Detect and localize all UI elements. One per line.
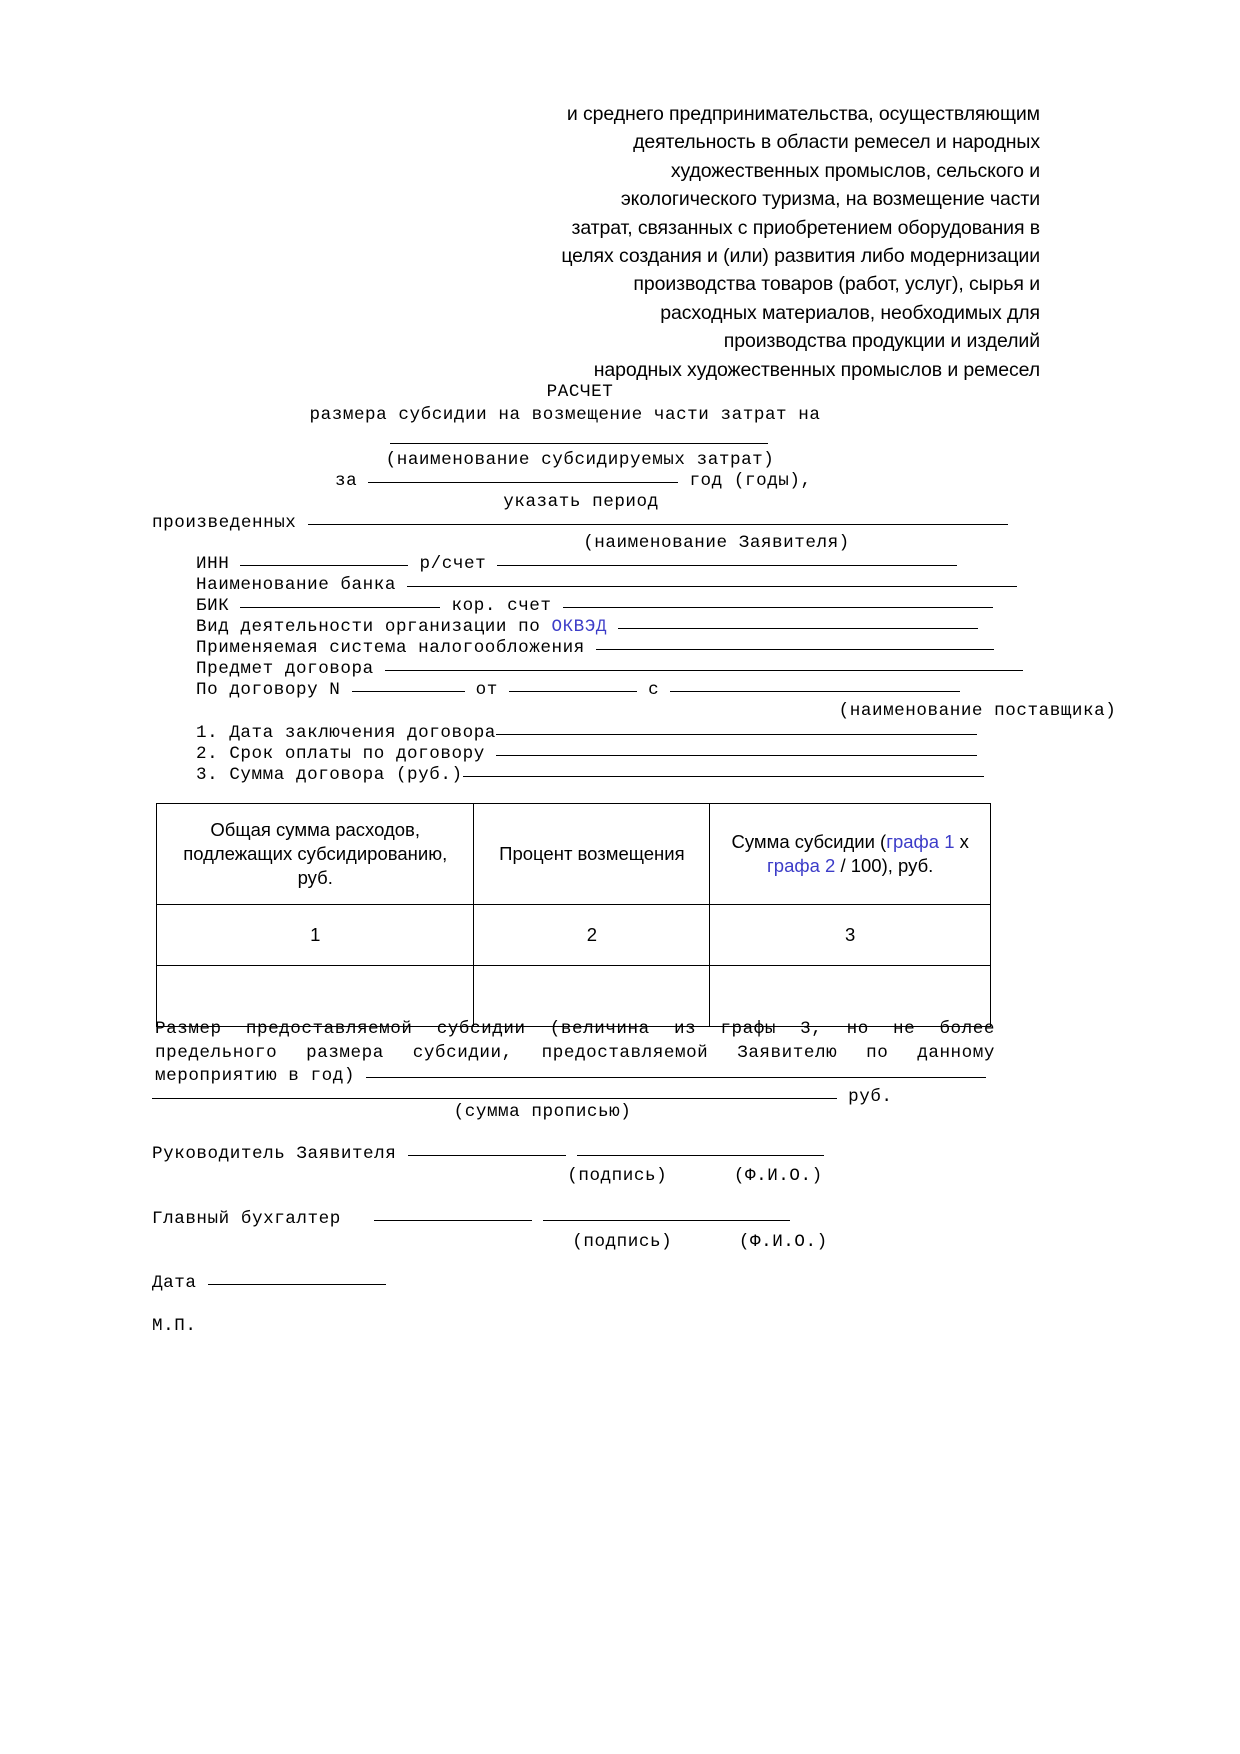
sum-in-words-blank-rule[interactable] [152, 1098, 837, 1099]
field-inn-row [196, 553, 957, 577]
field-okved-row [196, 616, 978, 640]
date-blank-rule[interactable] [208, 1284, 386, 1285]
blank-rule[interactable] [390, 443, 768, 444]
header-line: и среднего предпринимательства, осуществляющим [566, 103, 1040, 125]
field-contract-conclusion-date-row [196, 722, 977, 746]
contract-subject-label: Предмет договора [196, 659, 374, 679]
rschet-blank-rule[interactable] [497, 565, 957, 566]
date-label: Дата [152, 1273, 197, 1293]
okved-link[interactable]: ОКВЭД [551, 617, 608, 637]
document-header-block [555, 100, 1040, 384]
inn-blank-rule[interactable] [240, 565, 408, 566]
measure-label: мероприятию в год) [155, 1066, 355, 1086]
contract-supplier-blank-rule[interactable] [670, 691, 960, 692]
caption-supplier-name: (наименование поставщика) [838, 701, 1117, 721]
caption-signature: (подпись) [567, 1166, 668, 1186]
item-1-blank-rule[interactable] [496, 734, 977, 735]
rschet-label: р/счет [419, 554, 487, 574]
period-blank-rule[interactable] [368, 482, 678, 483]
grafa-2-link[interactable]: графа 2 [767, 855, 836, 876]
contract-no-blank-rule[interactable] [352, 691, 465, 692]
table-header-reimbursement-percent: Процент возмещения [474, 804, 710, 905]
table-header-total-expenses: Общая сумма расходов, подлежащих субсидированию, руб. [157, 804, 474, 905]
subsidy-formula-mid: х [954, 831, 969, 852]
table-column-numbers-row [157, 905, 991, 966]
head-fio-blank-rule[interactable] [577, 1155, 824, 1156]
accountant-fio-blank-rule[interactable] [543, 1220, 790, 1221]
head-signature-blank-rule[interactable] [408, 1155, 566, 1156]
field-payment-term-row [196, 743, 977, 767]
tax-system-label: Применяемая система налогообложения [196, 638, 585, 658]
field-contract-subject-row [196, 658, 1023, 682]
okved-blank-rule[interactable] [618, 628, 978, 629]
document-title: РАСЧЕТ [546, 382, 614, 402]
field-tax-system-row [196, 637, 994, 661]
document-subtitle: размера субсидии на возмещение части затрат на [309, 405, 821, 425]
contract-subject-blank-rule[interactable] [385, 670, 1023, 671]
header-line: затрат, связанных с приобретением оборудования в [571, 216, 1040, 239]
item-3-label: 3. Сумма договора (руб.) [196, 765, 463, 785]
head-captions-row [0, 1165, 1240, 1189]
accountant-signature-row [152, 1208, 790, 1232]
item-1-label: 1. Дата заключения договора [196, 723, 496, 743]
caption-fio: (Ф.И.О.) [733, 1166, 823, 1186]
inn-label: ИНН [196, 554, 230, 574]
head-label: Руководитель Заявителя [152, 1144, 397, 1164]
header-line: деятельность в области ремесел и народных [633, 131, 1040, 154]
bik-label: БИК [196, 596, 230, 616]
field-contract-amount-row [196, 764, 984, 788]
subsidy-formula-suffix: / 100), руб. [835, 855, 934, 876]
field-bank-name-row [196, 574, 1017, 598]
head-signature-row [152, 1143, 824, 1167]
table-header-subsidy-amount [710, 804, 991, 905]
za-suffix: год (годы), [689, 471, 812, 491]
header-line: расходных материалов, необходимых для [660, 301, 1040, 324]
kor-schet-label: кор. счет [451, 596, 552, 616]
accountant-signature-blank-rule[interactable] [374, 1220, 532, 1221]
table-column-number: 2 [474, 905, 710, 966]
caption-applicant-name: (наименование Заявителя) [583, 533, 850, 553]
accountant-captions-row [0, 1231, 1240, 1255]
stamp-label: М.П. [152, 1316, 197, 1336]
okved-label: Вид деятельности организации по [196, 617, 552, 637]
caption-specify-period: указать период [503, 492, 659, 512]
field-bik-row [196, 595, 993, 619]
contract-no-label: По договору N [196, 680, 341, 700]
proizvedennyh-label: произведенных [152, 513, 297, 533]
bik-blank-rule[interactable] [240, 607, 440, 608]
field-period-row [335, 470, 812, 494]
header-line: экологического туризма, на возмещение части [620, 188, 1040, 211]
accountant-label: Главный бухгалтер [152, 1209, 341, 1229]
header-line: целях создания и (или) развития либо модернизации [561, 245, 1040, 268]
item-2-label: 2. Срок оплаты по договору [196, 744, 485, 764]
table-header-row [157, 804, 991, 905]
item-2-blank-rule[interactable] [496, 755, 977, 756]
rub-label: руб. [848, 1087, 893, 1107]
caption-sum-in-words: (сумма прописью) [453, 1102, 632, 1122]
subsidy-calculation-table [156, 803, 991, 1027]
item-3-blank-rule[interactable] [463, 776, 984, 777]
kor-schet-blank-rule[interactable] [563, 607, 993, 608]
table-column-number: 3 [710, 905, 991, 966]
caption-signature: (подпись) [572, 1232, 673, 1252]
grafa-1-link[interactable]: графа 1 [886, 831, 955, 852]
header-line: производства продукции и изделий [723, 330, 1040, 353]
date-row [152, 1272, 386, 1296]
subsidy-amount-field-row [155, 1065, 986, 1089]
za-label: за [335, 471, 358, 491]
paragraph-line-2: предельного размера субсидии, предоставляемой Заявителю по данному [155, 1042, 995, 1063]
subsidy-amount-paragraph [155, 1018, 995, 1065]
bank-name-label: Наименование банка [196, 575, 396, 595]
header-line: народных художественных промыслов и ремесел [593, 358, 1040, 381]
caption-subsidized-costs: (наименование субсидируемых затрат) [385, 450, 775, 470]
paragraph-line-1: Размер предоставляемой субсидии (величина из графы 3, но не более [155, 1019, 995, 1039]
header-line: художественных промыслов, сельского и [670, 159, 1040, 182]
contract-s-label: с [648, 680, 660, 700]
header-line: производства товаров (работ, услуг), сырья и [633, 273, 1040, 296]
table-column-number: 1 [157, 905, 474, 966]
field-contract-number-row [196, 679, 960, 703]
caption-fio: (Ф.И.О.) [738, 1232, 828, 1252]
contract-ot-label: от [475, 680, 498, 700]
subsidy-amount-blank-rule[interactable] [366, 1077, 986, 1078]
tax-system-blank-rule[interactable] [596, 649, 994, 650]
bank-name-blank-rule[interactable] [407, 586, 1017, 587]
contract-date-blank-rule[interactable] [509, 691, 637, 692]
subsidy-formula-prefix: Сумма субсидии ( [731, 831, 887, 852]
applicant-blank-rule[interactable] [308, 524, 1008, 525]
